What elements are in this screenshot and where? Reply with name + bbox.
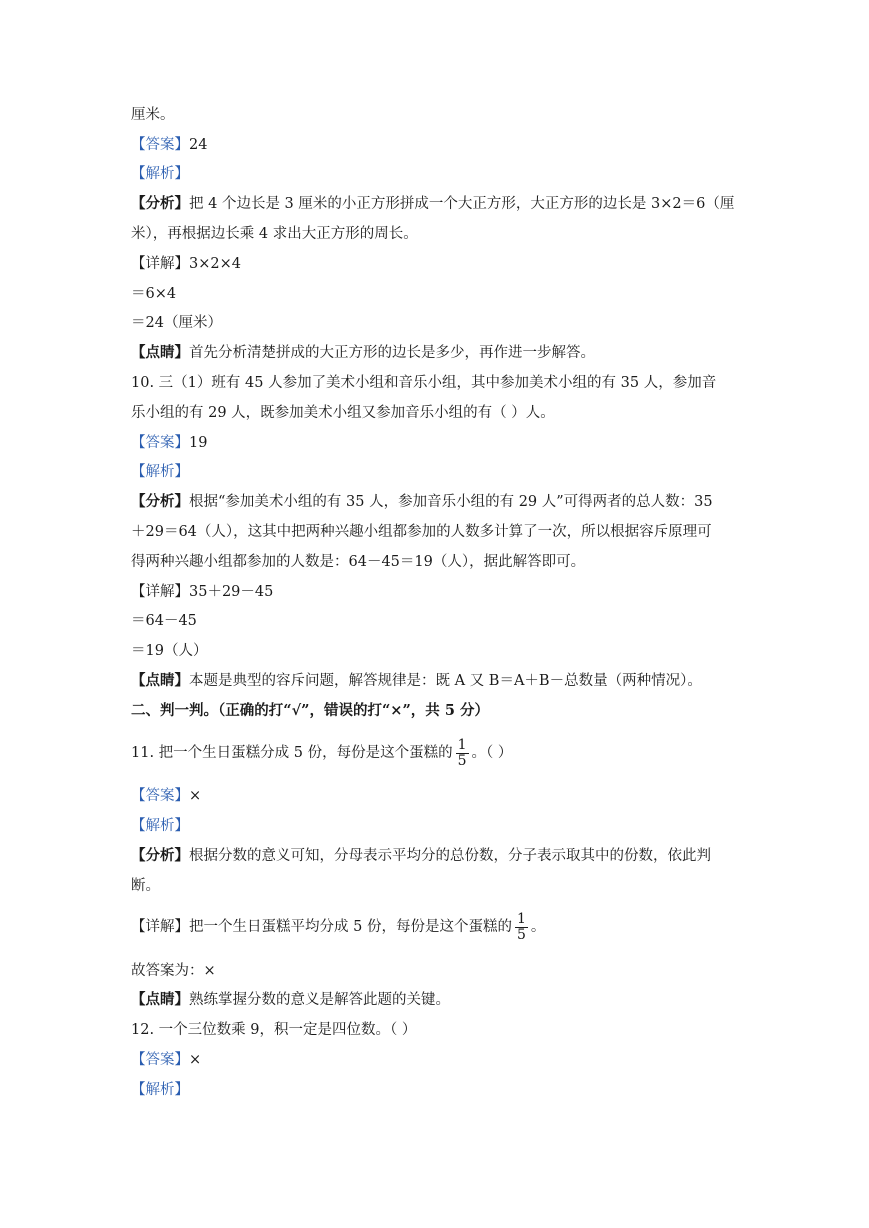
answer-line: 【答案】19 [131,435,208,451]
note-line: 【点睛】本题是典型的容斥问题，解答规律是：既 A 又 B＝A＋B－总数量（两种情况）。 [131,672,702,689]
question-12: 12. 一个三位数乘 9，积一定是四位数。（ ） [131,1022,417,1038]
fenxi-line: ＋29＝64（人），这其中把两种兴趣小组都参加的人数多计算了一次，所以根据容斥原理可 [131,524,712,540]
note-line: 【点睛】熟练掌握分数的意义是解答此题的关键。 [131,991,450,1008]
section-title: 二、判一判。（正确的打“√”，错误的打“×”，共 5 分） [131,702,489,719]
text-line: 厘米。 [131,107,175,123]
question-10: 乐小组的有 29 人，既参加美术小组又参加音乐小组的有（ ）人。 [131,405,555,421]
answer-label: 【答案】 [131,137,189,153]
fenxi-line: 【分析】根据分数的意义可知，分母表示平均分的总份数，分子表示取其中的份数，依此判 [131,847,711,864]
fenxi-line: 【分析】根据“参加美术小组的有 35 人，参加音乐小组的有 29 人”可得两者的总人数：35 [131,493,713,510]
analysis-label: 【解析】 [131,1082,189,1098]
note-line: 【点睛】首先分析清楚拼成的大正方形的边长是多少，再作进一步解答。 [131,344,595,361]
detail-line: ＝64－45 [131,613,197,629]
detail-line: ＝6×4 [131,286,177,302]
detail-line: 【详解】3×2×4 [131,256,241,272]
answer-line: 【答案】× [131,1052,202,1068]
fraction: $\frac{1}{5}$ [457,736,467,769]
conclusion-line: 故答案为：× [131,963,216,979]
analysis-label: 【解析】 [131,818,189,834]
detail-line: 【详解】把一个生日蛋糕平均分成 5 份，每份是这个蛋糕的 $\frac{1}{5}$ 。 [131,910,546,943]
fenxi-line: 米），再根据边长乘 4 求出大正方形的周长。 [131,226,418,242]
answer-line [131,135,769,155]
detail-line: ＝24（厘米） [131,315,222,331]
fraction: $\frac{1}{5}$ [516,910,526,943]
answer-line: 【答案】× [131,788,202,804]
fenxi-line: 【分析】把 4 个边长是 3 厘米的小正方形拼成一个大正方形，大正方形的边长是 3×2＝6（厘 [131,195,735,212]
question-11: 11. 把一个生日蛋糕分成 5 份，每份是这个蛋糕的 $\frac{1}{5}$ 。（ ） [131,736,513,769]
analysis-label: 【解析】 [131,464,189,480]
detail-line: 【详解】35＋29－45 [131,584,274,600]
analysis-label: 【解析】 [131,166,189,182]
fenxi-line: 断。 [131,878,160,894]
question-10: 10. 三（1）班有 45 人参加了美术小组和音乐小组，其中参加美术小组的有 35 人，参加音 [131,375,717,391]
detail-line: ＝19（人） [131,643,208,659]
fenxi-line: 得两种兴趣小组都参加的人数是：64－45＝19（人），据此解答即可。 [131,554,586,570]
answer-value: 24 [189,137,208,153]
